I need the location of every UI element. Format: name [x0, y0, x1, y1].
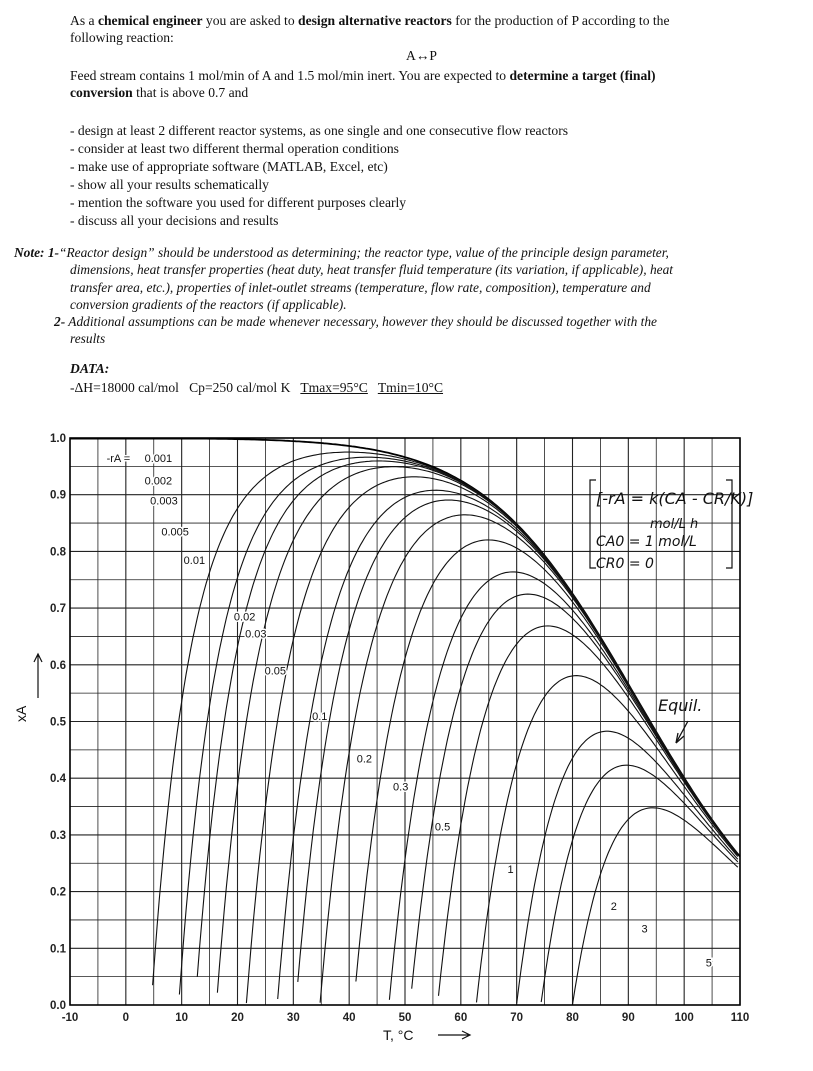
- tmin-value: Tmin=10°C: [377, 380, 444, 395]
- note-1-line: conversion gradients of the reactors (if applicable).: [70, 296, 347, 312]
- rate-curve: [573, 808, 738, 1005]
- rate-curve-label: 0.3: [393, 781, 409, 794]
- note-1-line: “Reactor design” should be understood as determining; the reactor type, value of the principle design parameter,: [59, 245, 669, 260]
- x-tick-label: 100: [674, 1012, 694, 1024]
- note-section: [14, 244, 784, 348]
- x-axis-arrow: [438, 1031, 470, 1039]
- task-item: - show all your results schematically: [70, 177, 269, 192]
- reaction-equation: A↔P: [406, 48, 437, 63]
- x-tick-label: 50: [398, 1012, 412, 1024]
- rate-curve: [246, 477, 737, 1003]
- y-tick-label: 0.1: [50, 943, 66, 956]
- x-tick-label: 60: [454, 1012, 468, 1024]
- note-2-line: results: [70, 331, 106, 347]
- rate-curve-label: 0.005: [161, 526, 189, 539]
- cp-value: Cp=250 cal/mol K: [189, 380, 291, 395]
- rate-curve-label: 1: [507, 863, 514, 876]
- rate-law-annotation: [590, 480, 753, 572]
- rate-curve: [477, 676, 738, 1003]
- equilibrium-label: Equil.: [658, 696, 703, 715]
- delta-h-value: -ΔH=18000 cal/mol: [70, 380, 179, 395]
- y-tick-label: 0.5: [50, 716, 66, 729]
- rate-curve-label: 3: [641, 923, 648, 936]
- rate-curve-label: 0.01: [183, 554, 206, 567]
- y-tick-label: 0.4: [50, 773, 66, 786]
- rate-curve-label: 2: [610, 900, 617, 913]
- y-tick-label: 0.8: [50, 546, 66, 559]
- y-tick-label: 0.2: [50, 886, 66, 899]
- x-axis-label: [383, 1027, 470, 1043]
- data-values: [70, 380, 443, 396]
- rate-curve: [278, 490, 738, 999]
- equilibrium-label-group: [658, 696, 702, 743]
- rate-curve-label: 0.001: [144, 452, 173, 465]
- task-list: [70, 122, 568, 230]
- rate-curve-label: 0.003: [150, 495, 178, 508]
- task-item: - discuss all your decisions and results: [70, 213, 279, 228]
- x-tick-label: 70: [510, 1012, 524, 1024]
- rate-curve-label: 0.2: [356, 753, 373, 766]
- x-tick-label: 80: [566, 1012, 579, 1024]
- annotation-ca0: CA0 = 1 mol/L: [596, 534, 697, 550]
- feed-paragraph: Feed stream contains 1 mol/min of A and 1.5 mol/min inert. You are expected to determine a target (final) conversion that is above 0.7 and: [70, 68, 656, 100]
- annotation-rate-law: [-rA = k(CA - CR/K)]: [596, 489, 754, 508]
- task-item: - mention the software you used for different purposes clearly: [70, 195, 407, 210]
- y-tick-label: 0.6: [50, 659, 66, 672]
- note-1-line: transfer area, etc.), properties of inlet-outlet streams (temperature, flow rate, composition), temperature and: [70, 279, 651, 295]
- y-tick-label: 1.0: [50, 433, 66, 445]
- y-tick-label: 0.9: [50, 489, 66, 502]
- chart-grid: [70, 438, 740, 1005]
- y-axis-title: xA: [13, 705, 29, 722]
- rate-curve: [439, 626, 738, 996]
- task-item: - design at least 2 different reactor systems, as one single and one consecutive flow reactors: [70, 123, 569, 138]
- rate-curve-label: 5: [705, 957, 712, 970]
- rate-curve: [320, 515, 738, 1003]
- note-2-line: Additional assumptions can be made whenever necessary, however they should be discussed together with the: [68, 314, 657, 330]
- x-tick-label: 40: [342, 1012, 356, 1024]
- y-tick-label: 0.3: [50, 829, 66, 842]
- task-item: - make use of appropriate software (MATLAB, Excel, etc): [70, 159, 388, 174]
- y-tick-label: 0.0: [50, 1000, 66, 1012]
- y-axis-arrow: [34, 654, 42, 698]
- conversion-temperature-chart: [0, 418, 813, 1071]
- rate-curve-label: 0.1: [312, 710, 328, 723]
- equilibrium-arrow: [676, 721, 688, 743]
- rate-curve-label: 0.05: [264, 665, 287, 678]
- x-tick-label: 90: [621, 1012, 635, 1024]
- y-tick-label: 0.7: [50, 603, 66, 616]
- x-tick-label: 0: [122, 1012, 130, 1024]
- x-tick-label: 30: [286, 1012, 300, 1024]
- rate-curve: [153, 452, 738, 985]
- rate-curve: [517, 731, 738, 1003]
- intro-paragraph: As a chemical engineer you are asked to design alternative reactors for the production of P according to the following reaction:: [70, 13, 670, 45]
- annotation-units: mol/L h: [650, 517, 699, 532]
- x-tick-label: 10: [175, 1012, 189, 1024]
- data-title: DATA:: [70, 361, 110, 376]
- tmax-value: Tmax=95°C: [300, 380, 368, 395]
- x-axis-title: T, °C: [383, 1027, 414, 1043]
- note-1-line: dimensions, heat transfer properties (heat duty, heat transfer fluid temperature (its variation, if applicable), heat: [70, 262, 674, 278]
- x-tick-label: 110: [730, 1012, 750, 1024]
- note-2-number: 2-: [54, 314, 66, 330]
- rate-curve-label: 0.002: [144, 475, 173, 488]
- x-tick-label: 20: [231, 1012, 244, 1024]
- rate-curve-label: 0.02: [233, 611, 256, 624]
- x-tick-label: -10: [61, 1012, 79, 1024]
- rate-curve-label: 0.03: [245, 628, 267, 641]
- y-axis-label: [13, 654, 42, 722]
- rate-curve-label: 0.5: [434, 821, 451, 834]
- note-label: Note: 1-: [14, 245, 59, 260]
- task-item: - consider at least two different thermal operation conditions: [70, 141, 399, 156]
- annotation-cr0: CR0 = 0: [596, 556, 654, 572]
- rate-prefix-label: -rA =: [106, 452, 131, 465]
- rate-curve: [356, 540, 738, 982]
